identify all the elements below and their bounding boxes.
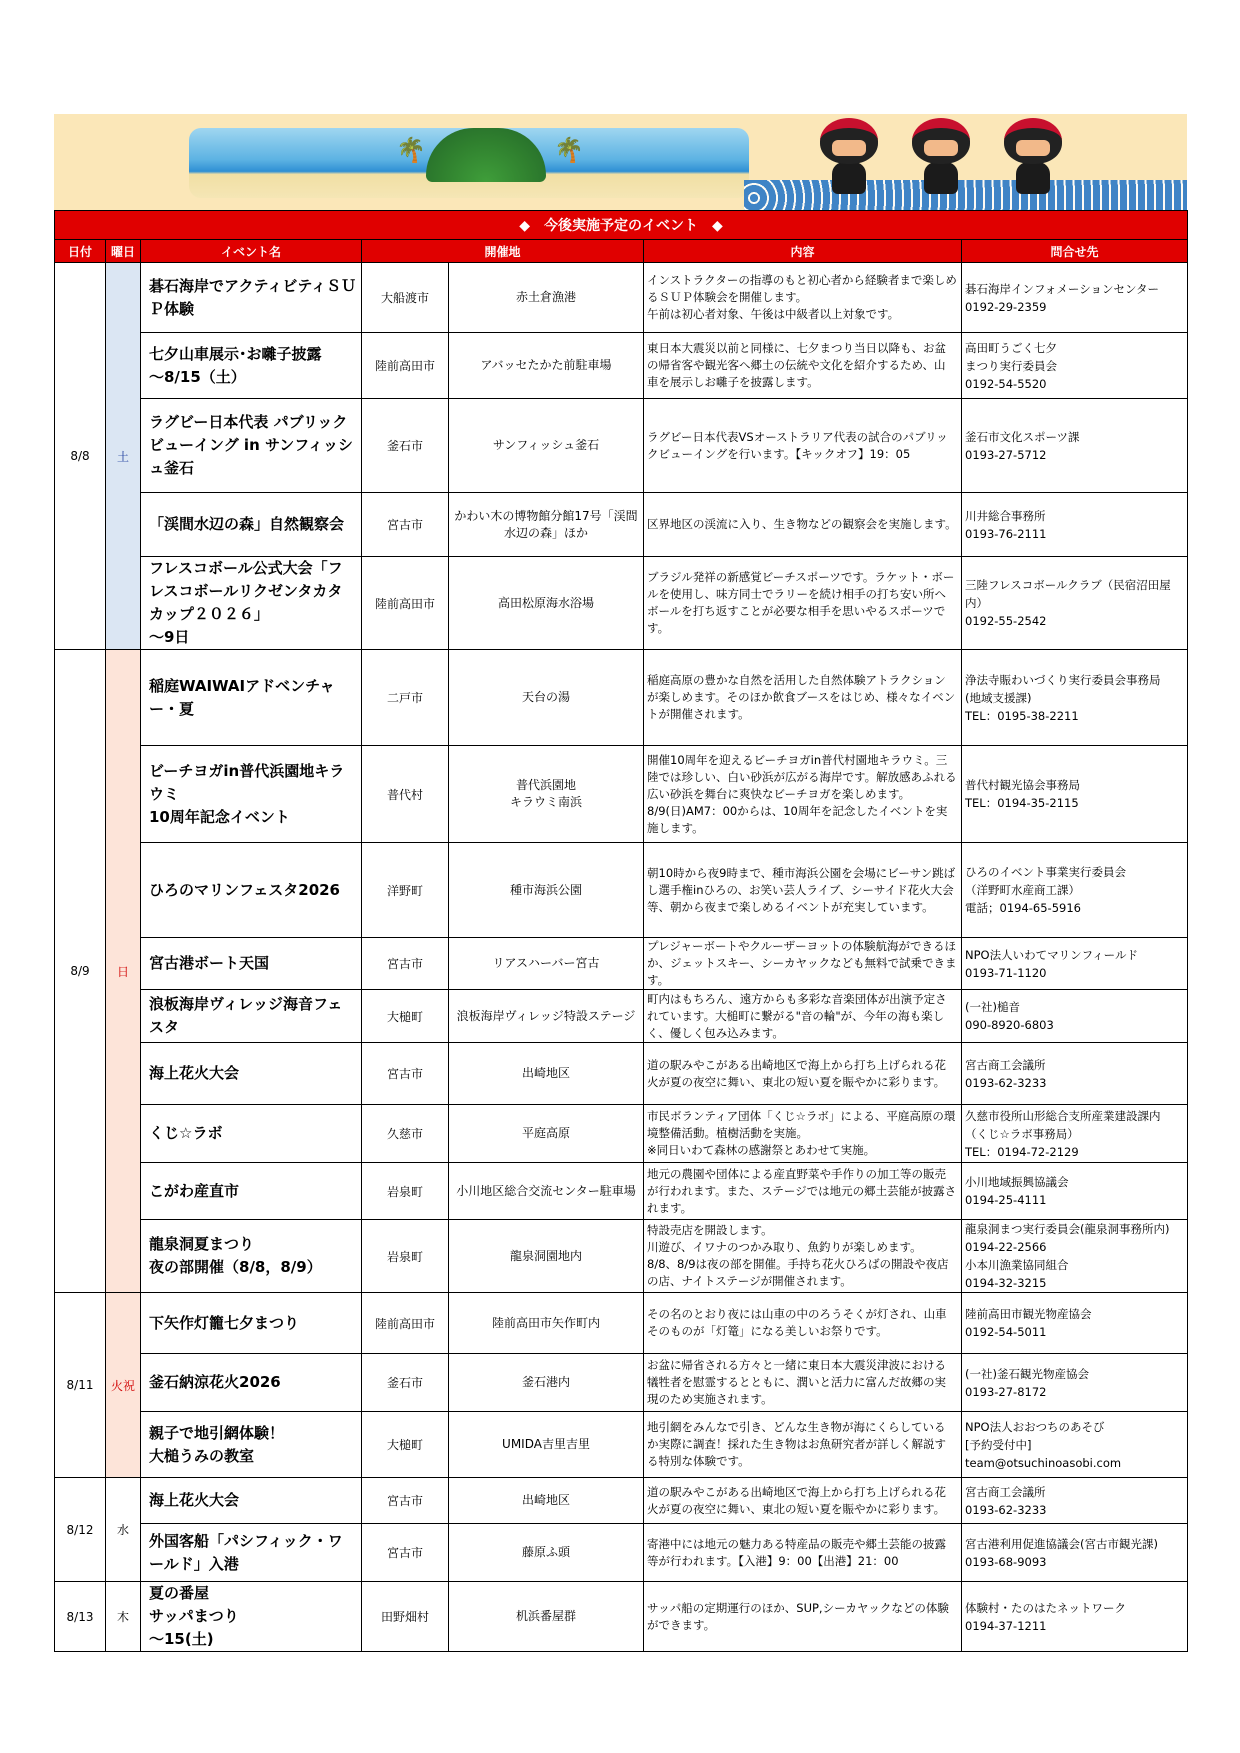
table-row: [55, 557, 1188, 650]
palm-tree-icon: 🌴: [396, 136, 426, 164]
table-row: [55, 990, 1188, 1043]
description: 東日本大震災以前と同様に、七夕まつり当日以降も、お盆の帰省客や観光客へ郷土の伝統や文化を紹介するため、山車を展示しお囃子を披露します。: [644, 333, 962, 399]
table-row: [55, 938, 1188, 990]
event-name: ビーチヨガin普代浜園地キラウミ 10周年記念イベント: [141, 746, 362, 843]
event-name: くじ☆ラボ: [141, 1105, 362, 1163]
table-row: [55, 1163, 1188, 1220]
col-header-venue: 開催地: [362, 240, 644, 263]
venue: 天台の湯: [449, 650, 644, 746]
municipality: 岩泉町: [362, 1220, 449, 1293]
section-title: ◆ 今後実施予定のイベント ◆: [55, 211, 1188, 240]
description: 地引網をみんなで引き、どんな生き物が海にくらしているか実際に調査！採れた生き物はお魚研究者が詳しく解説する特別な体験です。: [644, 1412, 962, 1478]
date-cell: 8/11: [55, 1293, 106, 1478]
event-name: 釜石納涼花火2026: [141, 1354, 362, 1412]
col-header-contact: 問合せ先: [962, 240, 1188, 263]
venue: かわい木の博物館分館17号「渓間水辺の森」ほか: [449, 493, 644, 557]
description: ブラジル発祥の新感覚ビーチスポーツです。ラケット・ボールを使用し、味方同士でラリーを続け相手の打ち安い所へボールを打ち返すことが必要な相手を思いやるスポーツです。: [644, 557, 962, 650]
contact: 川井総合事務所 0193-76-2111: [962, 493, 1188, 557]
table-row: [55, 399, 1188, 493]
municipality: 宮古市: [362, 1043, 449, 1105]
date-cell: 8/13: [55, 1582, 106, 1652]
col-header-event: イベント名: [141, 240, 362, 263]
description: 寄港中には地元の魅力ある特産品の販売や郷土芸能の披露等が行われます。【入港】9：00【出港】21：00: [644, 1524, 962, 1582]
municipality: 宮古市: [362, 1524, 449, 1582]
table-row: [55, 333, 1188, 399]
description: お盆に帰省される方々と一緒に東日本大震災津波における犠牲者を慰霊するとともに、潤いと活力に富んだ故郷の実現のため実施されます。: [644, 1354, 962, 1412]
mascot-character: [998, 118, 1068, 200]
table-row: [55, 1582, 1188, 1652]
municipality: 宮古市: [362, 938, 449, 990]
col-header-content: 内容: [644, 240, 962, 263]
venue: 出崎地区: [449, 1043, 644, 1105]
event-name: 宮古港ボート天国: [141, 938, 362, 990]
municipality: 普代村: [362, 746, 449, 843]
venue: 高田松原海水浴場: [449, 557, 644, 650]
contact: 碁石海岸インフォメーションセンター 0192-29-2359: [962, 263, 1188, 333]
municipality: 大槌町: [362, 990, 449, 1043]
venue: UMIDA吉里吉里: [449, 1412, 644, 1478]
municipality: 釜石市: [362, 399, 449, 493]
event-name: ラグビー日本代表 パブリックビューイング in サンフィッシュ釜石: [141, 399, 362, 493]
contact: 普代村観光協会事務局 TEL：0194-35-2115: [962, 746, 1188, 843]
palm-tree-icon: 🌴: [554, 136, 584, 164]
event-name: 海上花火大会: [141, 1043, 362, 1105]
municipality: 洋野町: [362, 843, 449, 938]
contact: 陸前高田市観光物産協会 0192-54-5011: [962, 1293, 1188, 1354]
venue: 種市海浜公園: [449, 843, 644, 938]
description: インストラクターの指導のもと初心者から経験者まで楽しめるＳＵＰ体験会を開催します。 午前は初心者対象、午後は中級者以上対象です。: [644, 263, 962, 333]
contact: 浄法寺賑わいづくり実行委員会事務局 (地域支援課) TEL：0195-38-2211: [962, 650, 1188, 746]
municipality: 陸前高田市: [362, 333, 449, 399]
municipality: 二戸市: [362, 650, 449, 746]
table-row: [55, 1524, 1188, 1582]
event-name: 下矢作灯籠七夕まつり: [141, 1293, 362, 1354]
event-name: 夏の番屋 サッパまつり ～15(土): [141, 1582, 362, 1652]
table-row: [55, 843, 1188, 938]
municipality: 宮古市: [362, 493, 449, 557]
weekday-cell: 水: [106, 1478, 141, 1582]
event-name: 稲庭WAIWAIアドベンチャー・夏: [141, 650, 362, 746]
date-cell: 8/12: [55, 1478, 106, 1582]
venue: 出崎地区: [449, 1478, 644, 1524]
contact: (一社)釜石観光物産協会 0193-27-8172: [962, 1354, 1188, 1412]
weekday-cell: 日: [106, 650, 141, 1293]
municipality: 陸前高田市: [362, 557, 449, 650]
event-name: フレスコボール公式大会「フレスコボールリクゼンタカタカップ２０２６」 ～9日: [141, 557, 362, 650]
description: その名のとおり夜には山車の中のろうそくが灯され、山車そのものが「灯篭」になる美しいお祭りです。: [644, 1293, 962, 1354]
event-name: 外国客船「パシフィック・ワールド」入港: [141, 1524, 362, 1582]
venue: 陸前高田市矢作町内: [449, 1293, 644, 1354]
event-name: 海上花火大会: [141, 1478, 362, 1524]
description: 朝10時から夜9時まで、種市海浜公園を会場にビーサン跳ばし選手権inひろの、お笑い芸人ライブ、シーサイド花火大会等、朝から夜まで楽しめるイベントが充実しています。: [644, 843, 962, 938]
table-row: [55, 1478, 1188, 1524]
col-header-date: 日付: [55, 240, 106, 263]
event-name: 龍泉洞夏まつり 夜の部開催（8/8，8/9）: [141, 1220, 362, 1293]
event-name: 七夕山車展示･お囃子披露 ～8/15（土）: [141, 333, 362, 399]
weekday-cell: 土: [106, 263, 141, 650]
description: 稲庭高原の豊かな自然を活用した自然体験アトラクションが楽しめます。そのほか飲食ブースをはじめ、様々なイベントが開催されます。: [644, 650, 962, 746]
contact: 宮古港利用促進協議会(宮古市観光課) 0193-68-9093: [962, 1524, 1188, 1582]
contact: NPO法人おおつちのあそび [予約受付中] team@otsuchinoasobi.com: [962, 1412, 1188, 1478]
mascot-character: [906, 118, 976, 200]
municipality: 大船渡市: [362, 263, 449, 333]
table-row: [55, 263, 1188, 333]
description: ラグビー日本代表VSオーストラリア代表の試合のパブリックビューイングを行います。【キックオフ】19：05: [644, 399, 962, 493]
table-row: [55, 1412, 1188, 1478]
weekday-cell: 木: [106, 1582, 141, 1652]
venue: 浪板海岸ヴィレッジ特設ステージ: [449, 990, 644, 1043]
venue: 小川地区総合交流センター駐車場: [449, 1163, 644, 1220]
description: 地元の農園や団体による産直野菜や手作りの加工等の販売が行われます。また、ステージでは地元の郷土芸能が披露されます。: [644, 1163, 962, 1220]
description: 町内はもちろん、遠方からも多彩な音楽団体が出演予定されています。大槌町に繋がる"音の輪"が、今年の海も楽しく、優しく包み込みます。: [644, 990, 962, 1043]
col-header-dow: 曜日: [106, 240, 141, 263]
municipality: 田野畑村: [362, 1582, 449, 1652]
venue: 普代浜園地 キラウミ南浜: [449, 746, 644, 843]
municipality: 釜石市: [362, 1354, 449, 1412]
event-name: 「渓間水辺の森」自然観察会: [141, 493, 362, 557]
municipality: 宮古市: [362, 1478, 449, 1524]
contact: 釜石市文化スポーツ課 0193-27-5712: [962, 399, 1188, 493]
table-row: [55, 746, 1188, 843]
contact: 三陸フレスコボールクラブ（民宿沼田屋内） 0192-55-2542: [962, 557, 1188, 650]
venue: 平庭高原: [449, 1105, 644, 1163]
event-name: こがわ産直市: [141, 1163, 362, 1220]
venue: 赤土倉漁港: [449, 263, 644, 333]
municipality: 岩泉町: [362, 1163, 449, 1220]
table-row: [55, 493, 1188, 557]
contact: (一社)槌音 090-8920-6803: [962, 990, 1188, 1043]
venue: リアスハーバー宮古: [449, 938, 644, 990]
event-name: 碁石海岸でアクティビティＳＵＰ体験: [141, 263, 362, 333]
header-banner: [54, 114, 1187, 210]
description: プレジャーボートやクルーザーヨットの体験航海ができるほか、ジェットスキー、シーカヤックなども無料で試乗できます。: [644, 938, 962, 990]
event-name: 浪板海岸ヴィレッジ海音フェスタ: [141, 990, 362, 1043]
description: 市民ボランティア団体「くじ☆ラボ」による、平庭高原の環境整備活動。植樹活動を実施。 ※同日いわて森林の感謝祭とあわせて実施。: [644, 1105, 962, 1163]
description: 道の駅みやこがある出崎地区で海上から打ち上げられる花火が夏の夜空に舞い、東北の短い夏を賑やかに彩ります。: [644, 1043, 962, 1105]
date-cell: 8/8: [55, 263, 106, 650]
venue: 藤原ふ頭: [449, 1524, 644, 1582]
description: 特設売店を開設します。 川遊び、イワナのつかみ取り、魚釣りが楽しめます。 8/8、8/9は夜の部を開催。手持ち花火ひろばの開設や夜店の店、ナイトステージが開催されます。: [644, 1220, 962, 1293]
table-row: [55, 1043, 1188, 1105]
event-name: ひろのマリンフェスタ2026: [141, 843, 362, 938]
weekday-cell: 火祝: [106, 1293, 141, 1478]
event-name: 親子で地引網体験！ 大槌うみの教室: [141, 1412, 362, 1478]
description: サッパ船の定期運行のほか、SUP,シーカヤックなどの体験ができます。: [644, 1582, 962, 1652]
contact: 体験村・たのはたネットワーク 0194-37-1211: [962, 1582, 1188, 1652]
municipality: 久慈市: [362, 1105, 449, 1163]
table-row: [55, 1105, 1188, 1163]
description: 区界地区の渓流に入り、生き物などの観察会を実施します。: [644, 493, 962, 557]
contact: 龍泉洞まつ実行委員会(龍泉洞事務所内) 0194-22-2566 小本川漁業協同組合 0194-32-3215: [962, 1220, 1188, 1293]
municipality: 陸前高田市: [362, 1293, 449, 1354]
table-row: [55, 1354, 1188, 1412]
contact: 高田町うごく七夕 まつり実行委員会 0192-54-5520: [962, 333, 1188, 399]
event-table: [54, 210, 1188, 1652]
contact: 久慈市役所山形総合支所産業建設課内 （くじ☆ラボ事務局） TEL：0194-72-2129: [962, 1105, 1188, 1163]
description: 道の駅みやこがある出崎地区で海上から打ち上げられる花火が夏の夜空に舞い、東北の短い夏を賑やかに彩ります。: [644, 1478, 962, 1524]
contact: 宮古商工会議所 0193-62-3233: [962, 1043, 1188, 1105]
table-row: [55, 650, 1188, 746]
table-row: [55, 1220, 1188, 1293]
venue: 机浜番屋群: [449, 1582, 644, 1652]
contact: NPO法人いわてマリンフィールド 0193-71-1120: [962, 938, 1188, 990]
table-row: [55, 1293, 1188, 1354]
mascot-character: [814, 118, 884, 200]
venue: 龍泉洞園地内: [449, 1220, 644, 1293]
description: 開催10周年を迎えるビーチヨガin普代村園地キラウミ。三陸では珍しい、白い砂浜が広がる海岸です。解放感あふれる広い砂浜を舞台に爽快なビーチヨガを楽しめます。 8/9(日)AM7：00からは、10周年を記念したイベントを実施します。: [644, 746, 962, 843]
venue: アバッセたかた前駐車場: [449, 333, 644, 399]
contact: 小川地域振興協議会 0194-25-4111: [962, 1163, 1188, 1220]
contact: 宮古商工会議所 0193-62-3233: [962, 1478, 1188, 1524]
venue: 釜石港内: [449, 1354, 644, 1412]
venue: サンフィッシュ釜石: [449, 399, 644, 493]
municipality: 大槌町: [362, 1412, 449, 1478]
date-cell: 8/9: [55, 650, 106, 1293]
contact: ひろのイベント事業実行委員会 （洋野町水産商工課） 電話；0194-65-5916: [962, 843, 1188, 938]
